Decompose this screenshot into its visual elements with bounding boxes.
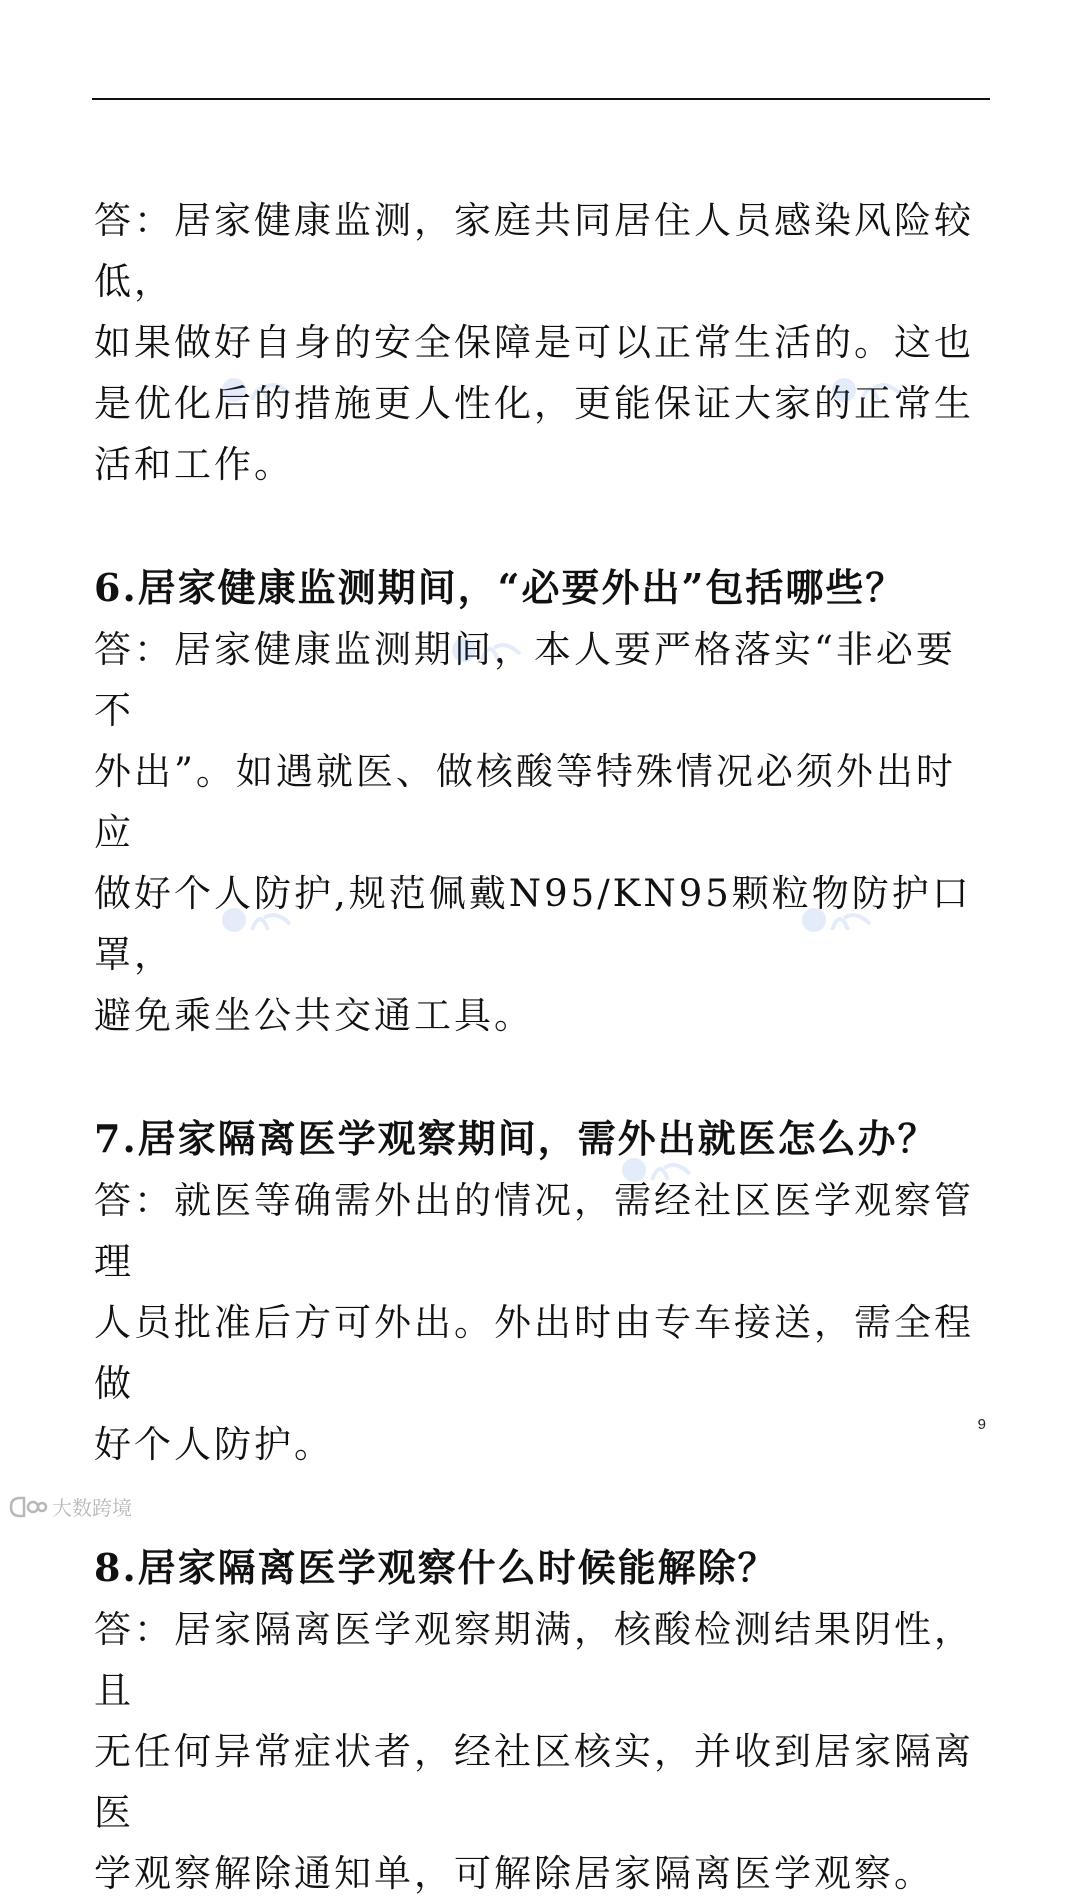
- header-rule: [92, 98, 990, 100]
- people-health-watermark-icon: [830, 370, 910, 410]
- footer-logo-text: 大数跨境: [52, 1496, 132, 1520]
- people-health-watermark-icon: [620, 1150, 700, 1190]
- document-body: [94, 190, 994, 1904]
- spacer: [94, 495, 994, 557]
- question-6: 6.居家健康监测期间，“必要外出”包括哪些？: [94, 565, 906, 610]
- question-8: 8.居家隔离医学观察什么时候能解除？: [94, 1545, 778, 1590]
- dashuju-logo-icon: [8, 1495, 48, 1519]
- people-health-watermark-icon: [220, 900, 300, 940]
- page-number: 9: [977, 1416, 986, 1433]
- answer-6: 答：居家健康监测期间，本人要严格落实“非必要不 外出”。如遇就医、做核酸等特殊情况必须外出时应 做好个人防护,规范佩戴N95/KN95颗粒物防护口罩， 避免乘坐公共交通工具。: [94, 628, 972, 1037]
- people-health-watermark-icon: [450, 630, 530, 670]
- footer-logo: [8, 1492, 132, 1521]
- answer-5: 答：居家健康监测，家庭共同居住人员感染风险较低， 如果做好自身的安全保障是可以正常生活的。这也 是优化后的措施更人性化，更能保证大家的正常生 活和工作。: [94, 199, 974, 486]
- people-health-watermark-icon: [220, 370, 300, 410]
- answer-7: 答：就医等确需外出的情况，需经社区医学观察管理 人员批准后方可外出。外出时由专车接送，需全程做 好个人防护。: [94, 1179, 974, 1466]
- answer-8: 答：居家隔离医学观察期满，核酸检测结果阴性，且 无任何异常症状者，经社区核实，并收到居家隔离医 学观察解除通知单，可解除居家隔离医学观察。: [94, 1608, 974, 1895]
- people-health-watermark-icon: [800, 900, 880, 940]
- question-7: 7.居家隔离医学观察期间，需外出就医怎么办？: [94, 1116, 938, 1161]
- spacer: [94, 1046, 994, 1108]
